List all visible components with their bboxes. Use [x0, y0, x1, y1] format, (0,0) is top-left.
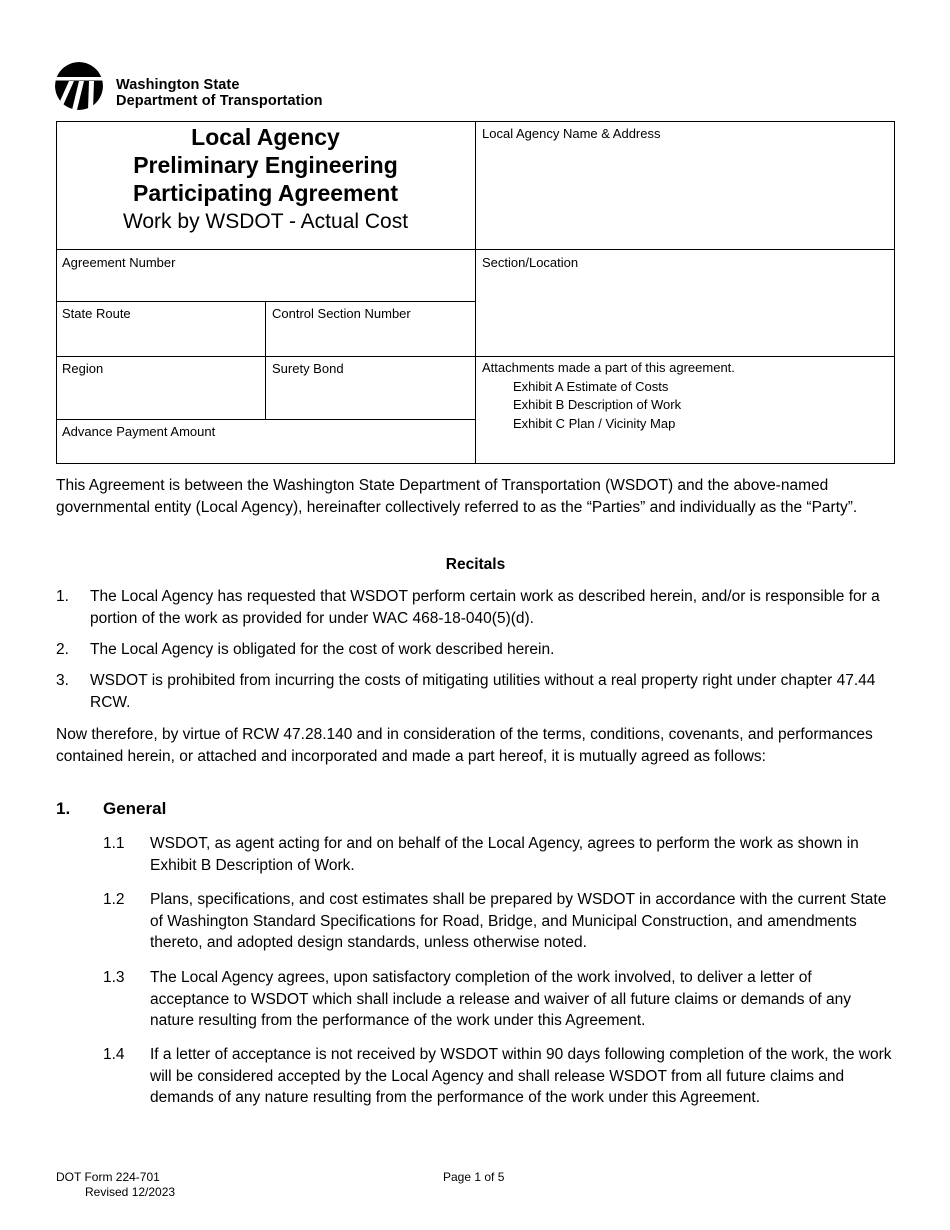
section-title: General	[103, 799, 167, 818]
clause-number: 1.1	[103, 835, 125, 852]
now-therefore-paragraph: Now therefore, by virtue of RCW 47.28.140 and in consideration of the terms, conditions, covenants, and performances contained herein, or attached and incorporated and made a part hereof, it is mutually agreed as follows:	[56, 726, 873, 765]
clause-item	[103, 833, 895, 876]
title-subtitle: Work by WSDOT - Actual Cost	[122, 210, 409, 233]
page-number: Page 1 of 5	[443, 1170, 505, 1184]
region-field[interactable]: Region	[62, 361, 104, 376]
clause-text: If a letter of acceptance is not received by WSDOT within 90 days following completion of the work, the work will be considered accepted by the Local Agency and shall release WSDOT from all future claims and demands of any nature resulting from the performance of the work under this Agreement.	[150, 1046, 892, 1107]
recital-number: 2.	[56, 641, 69, 658]
wsdot-logo-icon	[55, 62, 105, 112]
clause-text: WSDOT, as agent acting for and on behalf of the Local Agency, agrees to perform the work as shown in Exhibit B Description of Work.	[150, 835, 859, 874]
clause-number: 1.3	[103, 969, 125, 986]
recital-number: 1.	[56, 588, 69, 605]
clause-text: The Local Agency agrees, upon satisfactory completion of the work involved, to deliver a letter of acceptance to WSDOT which shall include a release and waiver of all future claims or demands of any nature resulting from the performance of the work under this Agreement.	[150, 969, 852, 1030]
recital-number: 3.	[56, 672, 69, 689]
section-number: 1.	[56, 799, 71, 818]
attachment-item: Exhibit B Description of Work	[513, 397, 682, 412]
recital-text: The Local Agency is obligated for the cost of work described herein.	[90, 641, 555, 658]
agreement-form-box	[56, 121, 895, 464]
local-agency-name-address-field[interactable]: Local Agency Name & Address	[482, 126, 661, 141]
logo-line-2: Department of Transportation	[116, 93, 323, 109]
recital-text: The Local Agency has requested that WSDOT perform certain work as described herein, and/or is responsible for a portion of the work as provided for under WAC 468-18-040(5)(d).	[90, 588, 880, 627]
clause-item	[103, 889, 895, 954]
recital-item	[56, 670, 896, 713]
control-section-number-field[interactable]: Control Section Number	[272, 306, 411, 321]
attachments-heading: Attachments made a part of this agreement.	[482, 360, 735, 375]
attachment-item: Exhibit A Estimate of Costs	[513, 378, 669, 394]
recital-text: WSDOT is prohibited from incurring the costs of mitigating utilities without a real property right under chapter 47.44 RCW.	[90, 672, 876, 711]
state-route-field[interactable]: State Route	[62, 306, 131, 321]
wsdot-logo	[55, 62, 375, 114]
clause-text: Plans, specifications, and cost estimates shall be prepared by WSDOT in accordance with the current State of Washington Standard Specifications for Road, Bridge, and Municipal Construction, and amendments thereto, and adopted design standards, unless otherwise noted.	[150, 891, 887, 952]
clause-number: 1.2	[103, 891, 125, 908]
agreement-number-field[interactable]: Agreement Number	[62, 255, 176, 270]
advance-payment-amount-field[interactable]: Advance Payment Amount	[62, 424, 216, 439]
clause-number: 1.4	[103, 1046, 125, 1063]
logo-line-1: Washington State	[116, 77, 240, 93]
clause-item	[103, 967, 895, 1032]
title-line-3: Participating Agreement	[133, 180, 398, 206]
recital-item	[56, 586, 896, 629]
form-number: DOT Form 224-701	[56, 1170, 160, 1184]
attachments-list	[482, 359, 735, 433]
revised-date: Revised 12/2023	[85, 1185, 176, 1199]
title-line-1: Local Agency	[191, 124, 340, 150]
recitals-heading: Recitals	[445, 556, 506, 573]
form-title	[56, 121, 475, 237]
title-line-2: Preliminary Engineering	[133, 152, 398, 178]
clause-item	[103, 1044, 895, 1109]
recital-item	[56, 639, 896, 661]
intro-paragraph: This Agreement is between the Washington State Department of Transportation (WSDOT) and the above-named governmental entity (Local Agency), hereinafter collectively referred to as the “Parties” and individually as the “Party”.	[56, 477, 858, 516]
attachment-item: Exhibit C Plan / Vicinity Map	[513, 415, 676, 431]
section-location-field[interactable]: Section/Location	[482, 255, 579, 270]
surety-bond-field[interactable]: Surety Bond	[272, 361, 344, 376]
